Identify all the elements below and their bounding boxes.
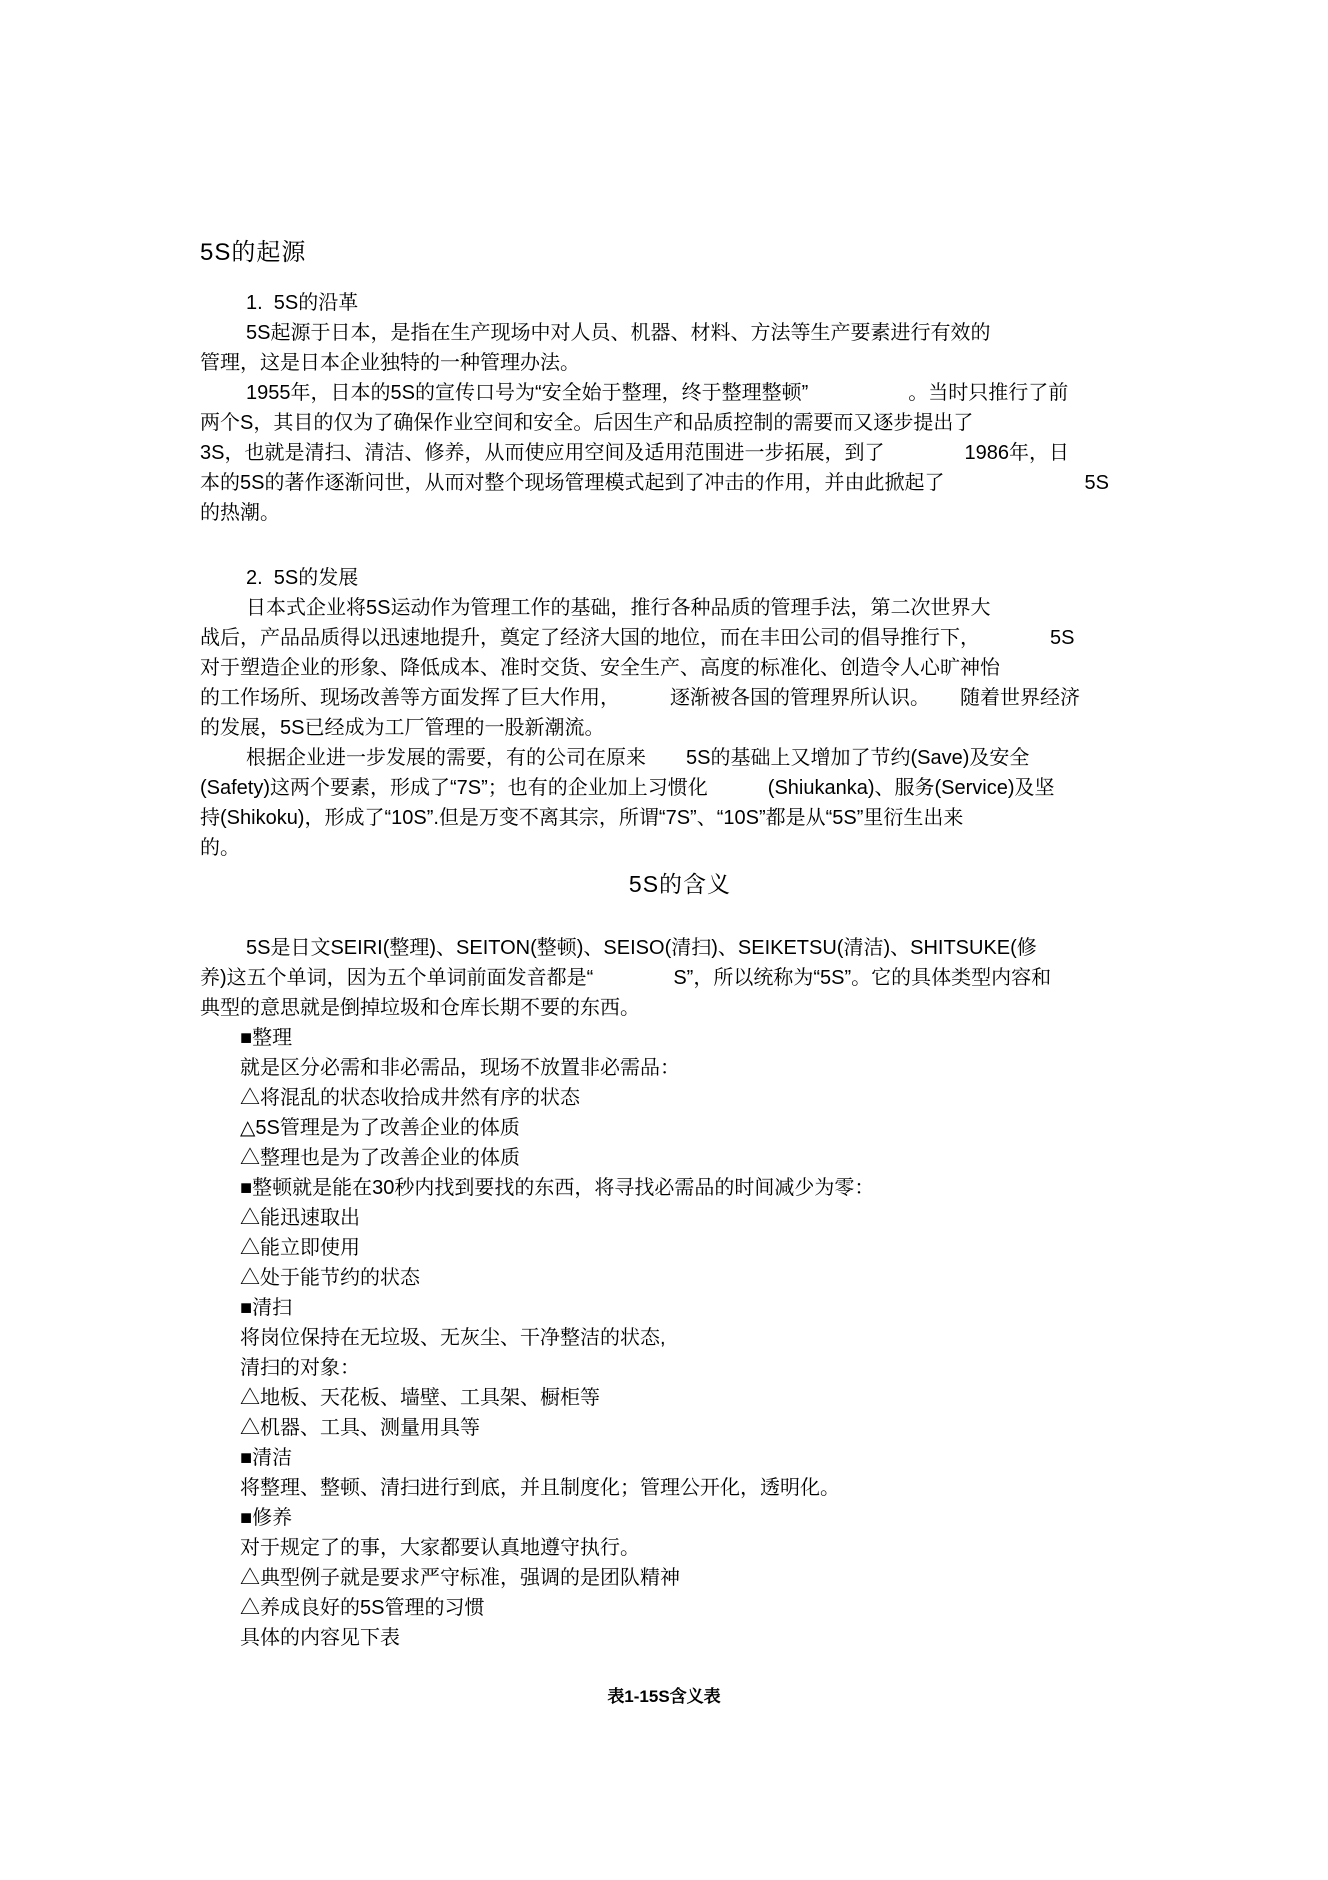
text-line: △5S管理是为了改善企业的体质 bbox=[240, 1117, 520, 1139]
text-line: 2. 5S的发展 bbox=[246, 567, 359, 589]
text-line: △整理也是为了改善企业的体质 bbox=[240, 1147, 520, 1169]
text-line: △能迅速取出 bbox=[240, 1207, 360, 1229]
text-line: △养成良好的5S管理的习惯 bbox=[240, 1597, 485, 1619]
text-line: △处于能节约的状态 bbox=[240, 1267, 420, 1289]
section-meaning bbox=[200, 933, 1165, 1653]
text-line: ■整顿就是能在30秒内找到要找的东西，将寻找必需品的时间减少为零： bbox=[240, 1177, 875, 1199]
text-line: 日本式企业将5S运动作为管理工作的基础，推行各种品质的管理手法，第二次世界大 bbox=[246, 597, 991, 619]
text-line: △机器、工具、测量用具等 bbox=[240, 1417, 480, 1439]
text-line: 本的5S的著作逐渐问世，从而对整个现场管理模式起到了冲击的作用，并由此掀起了 5S bbox=[200, 472, 1109, 494]
text-line: ■整理 bbox=[240, 1027, 293, 1049]
text-line: 具体的内容见下表 bbox=[240, 1627, 400, 1649]
text-line: 5S起源于日本，是指在生产现场中对人员、机器、材料、方法等生产要素进行有效的 bbox=[246, 322, 991, 344]
text-line: 清扫的对象： bbox=[240, 1357, 360, 1379]
text-line: ■清扫 bbox=[240, 1297, 293, 1319]
section-history bbox=[200, 288, 1165, 528]
text-line: 将整理、整顿、清扫进行到底，并且制度化；管理公开化，透明化。 bbox=[240, 1477, 840, 1499]
page-title: 5S的起源 bbox=[200, 239, 307, 266]
text-line: △地板、天花板、墙壁、工具架、橱柜等 bbox=[240, 1387, 600, 1409]
text-line: 的发展，5S已经成为工厂管理的一股新潮流。 bbox=[200, 717, 605, 739]
text-line: 的工作场所、现场改善等方面发挥了巨大作用， 逐渐被各国的管理界所认识。 随着世界经济 bbox=[200, 687, 1080, 709]
text-line: 的热潮。 bbox=[200, 502, 280, 524]
text-line: 对于规定了的事，大家都要认真地遵守执行。 bbox=[240, 1537, 640, 1559]
text-line: (Safety)这两个要素，形成了“7S”；也有的企业加上习惯化 (Shiukanka)、服务(Service)及坚 bbox=[200, 777, 1055, 799]
text-line: 管理，这是日本企业独特的一种管理办法。 bbox=[200, 352, 580, 374]
text-line: △将混乱的状态收拾成井然有序的状态 bbox=[240, 1087, 580, 1109]
text-line: 3S，也就是清扫、清洁、修养，从而使应用空间及适用范围进一步拓展，到了 1986年，日 bbox=[200, 442, 1069, 464]
text-line: △典型例子就是要求严守标准，强调的是团队精神 bbox=[240, 1567, 680, 1589]
text-line: 1. 5S的沿革 bbox=[246, 292, 359, 314]
text-line: 根据企业进一步发展的需要，有的公司在原来 5S的基础上又增加了节约(Save)及安全 bbox=[246, 747, 1030, 769]
text-line: 1955年，日本的5S的宣传口号为“安全始于整理，终于整理整顿” 。当时只推行了前 bbox=[246, 382, 1069, 404]
text-line: 战后，产品品质得以迅速地提升，奠定了经济大国的地位，而在丰田公司的倡导推行下， 5S bbox=[200, 627, 1075, 649]
section-title-meaning: 5S的含义 bbox=[628, 871, 732, 897]
text-line: 的。 bbox=[200, 837, 240, 859]
text-line: ■修养 bbox=[240, 1507, 293, 1529]
text-line: 持(Shikoku)，形成了“10S”.但是万变不离其宗，所谓“7S”、“10S”都是从“5S”里衍生出来 bbox=[200, 807, 964, 829]
text-line: 对于塑造企业的形象、降低成本、准时交货、安全生产、高度的标准化、创造令人心旷神怡 bbox=[200, 657, 1000, 679]
text-line: 5S是日文SEIRI(整理)、SEITON(整顿)、SEISO(清扫)、SEIKETSU(清洁)、SHITSUKE(修 bbox=[246, 937, 1037, 959]
table-caption: 表1-15S含义表 bbox=[607, 1687, 721, 1706]
text-line: △能立即使用 bbox=[240, 1237, 360, 1259]
text-line: 就是区分必需和非必需品，现场不放置非必需品： bbox=[240, 1057, 680, 1079]
section-development bbox=[200, 563, 1165, 863]
text-line: 典型的意思就是倒掉垃圾和仓库长期不要的东西。 bbox=[200, 997, 640, 1019]
text-line: 两个S，其目的仅为了确保作业空间和安全。后因生产和品质控制的需要而又逐步提出了 bbox=[200, 412, 974, 434]
text-line: 将岗位保持在无垃圾、无灰尘、干净整洁的状态, bbox=[240, 1327, 666, 1349]
text-line: 养)这五个单词，因为五个单词前面发音都是“ S”，所以统称为“5S”。它的具体类型内容和 bbox=[200, 967, 1052, 989]
text-line: ■清洁 bbox=[240, 1447, 293, 1469]
